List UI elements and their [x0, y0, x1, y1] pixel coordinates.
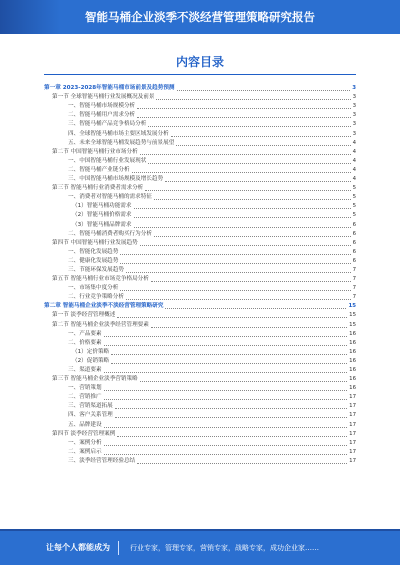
toc-entry[interactable]: [44, 184, 356, 193]
toc-entry[interactable]: [44, 357, 356, 366]
toc-entry[interactable]: [44, 111, 356, 120]
toc-entry-title: 一、中国智能马桶行业发展现状: [68, 157, 147, 164]
toc-entry-page: 6: [352, 248, 356, 255]
toc-entry-page: 3: [352, 94, 356, 101]
toc-leader-dots: [156, 99, 350, 100]
toc-entry-title: 第三节 智能马桶行业消费者需求分析: [52, 185, 144, 192]
toc-entry-title: 三、淡季经营管理经验总结: [68, 457, 136, 464]
toc-entry-page: 5: [352, 185, 356, 192]
table-of-contents: [44, 84, 356, 466]
toc-entry-page: 15: [349, 312, 356, 319]
toc-entry[interactable]: [44, 384, 356, 393]
toc-leader-dots: [104, 445, 348, 446]
toc-entry-page: 16: [349, 367, 356, 373]
toc-entry-page: 3: [352, 85, 356, 92]
toc-entry-page: 7: [352, 276, 356, 283]
toc-entry-page: 15: [349, 321, 356, 328]
toc-entry[interactable]: [44, 102, 356, 111]
toc-leader-dots: [117, 436, 347, 437]
toc-entry[interactable]: [44, 330, 356, 339]
toc-leader-dots: [154, 236, 351, 237]
toc-entry-title: 二、营销推广: [68, 394, 102, 401]
toc-entry-title: 一、智能化发展趋势: [68, 248, 119, 255]
toc-leader-dots: [134, 208, 351, 209]
toc-entry[interactable]: [44, 348, 356, 357]
toc-leader-dots: [137, 117, 350, 118]
toc-entry-title: 三、营销渠道拓展: [68, 403, 113, 410]
toc-leader-dots: [134, 227, 351, 228]
footer-divider: [118, 541, 119, 555]
toc-entry[interactable]: [44, 230, 356, 239]
toc-entry-title: 第一章 2023-2028年智能马桶市场前景及趋势预测: [44, 85, 175, 92]
toc-entry[interactable]: [44, 366, 356, 375]
toc-entry[interactable]: [44, 211, 356, 220]
toc-entry[interactable]: [44, 248, 356, 257]
toc-entry[interactable]: [44, 457, 356, 466]
toc-entry-title: 一、营销策划: [68, 385, 102, 392]
toc-leader-dots: [104, 399, 348, 400]
toc-entry-title: 第一节 全球智能马桶行业发展概况及前景: [52, 94, 155, 101]
toc-entry-page: 7: [352, 294, 356, 301]
toc-entry-title: 二、智能马桶产业链分析: [68, 166, 130, 173]
toc-entry-page: 16: [349, 376, 356, 383]
toc-entry[interactable]: [44, 393, 356, 402]
toc-entry-title: 第四节 中国智能马桶行业发展趋势: [52, 239, 138, 246]
toc-entry-page: 4: [352, 139, 356, 146]
toc-leader-dots: [151, 281, 351, 282]
toc-leader-dots: [140, 381, 347, 382]
toc-leader-dots: [120, 254, 350, 255]
toc-entry[interactable]: [44, 402, 356, 411]
toc-leader-dots: [165, 308, 346, 309]
header-bar: [0, 0, 400, 34]
toc-entry[interactable]: [44, 257, 356, 266]
toc-leader-dots: [177, 90, 351, 91]
toc-entry-page: 7: [352, 266, 356, 273]
toc-entry-title: 二、案例启示: [68, 448, 102, 455]
toc-entry-title: 第三节 智能马桶企业淡季营销策略: [52, 376, 138, 383]
toc-entry-page: 4: [352, 166, 356, 173]
toc-entry[interactable]: [44, 120, 356, 129]
footer-bar: [0, 531, 400, 565]
toc-entry-page: 17: [349, 457, 356, 464]
toc-entry-title: （2）促销策略: [72, 357, 110, 364]
toc-entry[interactable]: [44, 284, 356, 293]
toc-leader-dots: [104, 336, 348, 337]
toc-entry-page: 17: [349, 412, 356, 419]
toc-entry[interactable]: [44, 239, 356, 248]
toc-entry-title: 三、节能环保发展趋势: [68, 266, 124, 273]
toc-entry-page: 4: [352, 157, 356, 164]
toc-entry[interactable]: [44, 266, 356, 275]
toc-entry-title: 一、案例分析: [68, 439, 102, 446]
toc-entry-page: 17: [349, 421, 356, 428]
toc-entry-title: 一、智能马桶市场规模分析: [68, 103, 136, 110]
toc-entry[interactable]: [44, 448, 356, 457]
toc-entry[interactable]: [44, 193, 356, 202]
toc-leader-dots: [104, 454, 348, 455]
toc-entry[interactable]: [44, 420, 356, 429]
toc-entry-title: 第一节 淡季经营管理概述: [52, 312, 116, 319]
toc-leader-dots: [165, 181, 350, 182]
toc-leader-dots: [111, 354, 347, 355]
toc-entry-page: 6: [352, 257, 356, 264]
toc-entry-page: 4: [352, 176, 356, 183]
toc-entry[interactable]: [44, 302, 356, 311]
toc-entry[interactable]: [44, 375, 356, 384]
toc-entry[interactable]: [44, 311, 356, 320]
toc-leader-dots: [148, 163, 350, 164]
toc-entry-page: 16: [349, 339, 356, 346]
toc-leader-dots: [104, 427, 348, 428]
toc-leader-dots: [117, 317, 347, 318]
toc-entry-page: 3: [352, 103, 356, 110]
toc-entry[interactable]: [44, 93, 356, 102]
toc-entry[interactable]: [44, 293, 356, 302]
toc-leader-dots: [171, 136, 351, 137]
toc-entry-title: 四、客户关系管理: [68, 412, 113, 419]
footer-tagline: 行业专家，管理专家，营销专家，战略专家，成功企业家……: [130, 544, 319, 552]
toc-entry[interactable]: [44, 175, 356, 184]
toc-leader-dots: [145, 190, 350, 191]
toc-entry-page: 4: [352, 148, 356, 155]
toc-entry[interactable]: [44, 339, 356, 348]
toc-entry[interactable]: [44, 157, 356, 166]
toc-entry-page: 17: [349, 430, 356, 437]
toc-leader-dots: [126, 299, 351, 300]
toc-entry-page: 6: [352, 239, 356, 246]
toc-leader-dots: [148, 126, 350, 127]
toc-entry-page: 5: [352, 194, 356, 201]
toc-leader-dots: [132, 172, 351, 173]
toc-entry-title: 二、价格要素: [68, 339, 102, 346]
toc-leader-dots: [140, 245, 351, 246]
toc-entry-title: 二、健康化发展趋势: [68, 257, 119, 264]
toc-entry-title: 四、全球智能马桶市场主要区域发展分析: [68, 130, 169, 137]
toc-leader-dots: [126, 272, 351, 273]
toc-entry-page: 7: [352, 285, 356, 292]
toc-entry[interactable]: [44, 439, 356, 448]
toc-entry[interactable]: [44, 84, 356, 93]
toc-entry-page: 16: [349, 357, 356, 364]
toc-entry[interactable]: [44, 220, 356, 229]
toc-entry-page: 17: [349, 448, 356, 455]
toc-entry[interactable]: [44, 148, 356, 157]
toc-leader-dots: [134, 217, 351, 218]
toc-entry-title: 五、品牌建设: [68, 421, 102, 428]
toc-entry-title: （1）定价策略: [72, 348, 110, 355]
toc-entry-title: 三、渠道要素: [68, 367, 102, 373]
toc-leader-dots: [104, 390, 348, 391]
toc-entry[interactable]: [44, 166, 356, 175]
toc-entry-title: 一、市场集中度分析: [68, 285, 119, 292]
toc-entry-title: （3）智能马桶品牌需求: [72, 221, 132, 228]
toc-leader-dots: [120, 290, 350, 291]
toc-entry[interactable]: [44, 202, 356, 211]
toc-entry-title: 第五节 智能马桶行业市场竞争格局分析: [52, 276, 149, 283]
toc-leader-dots: [104, 345, 348, 346]
toc-heading: 内容目录: [175, 55, 224, 69]
toc-entry-page: 17: [349, 394, 356, 401]
toc-entry-page: 5: [352, 203, 356, 210]
toc-entry-title: 一、消费者对智能马桶的需求特征: [68, 194, 152, 201]
toc-leader-dots: [137, 463, 347, 464]
toc-entry-title: 一、产品要素: [68, 330, 102, 337]
toc-entry-page: 17: [349, 403, 356, 410]
toc-leader-dots: [104, 372, 348, 373]
toc-entry-page: 5: [352, 212, 356, 219]
toc-entry-page: 3: [352, 130, 356, 137]
toc-entry-page: 16: [349, 348, 356, 355]
toc-leader-dots: [111, 363, 347, 364]
toc-entry-page: 6: [352, 221, 356, 228]
toc-entry-title: 第二节 中国智能马桶行业市场分析: [52, 148, 138, 155]
toc-entry[interactable]: [44, 320, 356, 329]
toc-entry-title: （2）智能马桶价格需求: [72, 212, 132, 219]
toc-leader-dots: [140, 154, 351, 155]
toc-entry-page: 16: [349, 330, 356, 337]
toc-entry-page: 16: [349, 385, 356, 392]
heading-rule: [44, 74, 356, 75]
toc-entry[interactable]: [44, 139, 356, 148]
toc-entry-page: 6: [352, 230, 356, 237]
toc-leader-dots: [120, 263, 350, 264]
toc-entry-page: 15: [348, 303, 356, 310]
toc-entry-page: 17: [349, 439, 356, 446]
toc-leader-dots: [154, 199, 351, 200]
toc-entry-page: 3: [352, 112, 356, 119]
footer-slogan: 让每个人都能成为: [46, 543, 110, 552]
toc-entry-title: 五、未来全球智能马桶发展趋势与前景展望: [68, 139, 175, 146]
toc-entry-title: 三、智能马桶产品竞争格局分析: [68, 121, 147, 128]
toc-entry-title: 第二节 智能马桶企业淡季经营管理要素: [52, 321, 149, 328]
toc-leader-dots: [115, 408, 347, 409]
toc-entry-title: 二、智能马桶用户需求分析: [68, 112, 136, 119]
toc-leader-dots: [137, 108, 350, 109]
toc-entry[interactable]: [44, 275, 356, 284]
toc-entry-title: （1）智能马桶功能需求: [72, 203, 132, 210]
toc-entry-title: 二、行业竞争策略分析: [68, 294, 124, 301]
toc-entry-title: 三、中国智能马桶市场规模及增长趋势: [68, 176, 164, 183]
report-title: 智能马桶企业淡季不淡经营管理策略研究报告: [85, 10, 315, 24]
toc-leader-dots: [176, 145, 350, 146]
toc-entry[interactable]: [44, 129, 356, 138]
toc-entry-title: 第四节 淡季经营管理案例: [52, 430, 116, 437]
toc-leader-dots: [115, 417, 347, 418]
toc-entry-title: 第二章 智能马桶企业淡季不淡经营管理策略研究: [44, 303, 164, 310]
toc-entry[interactable]: [44, 430, 356, 439]
toc-leader-dots: [151, 327, 347, 328]
toc-entry-title: 二、智能马桶消费者购买行为分析: [68, 230, 152, 237]
toc-entry[interactable]: [44, 411, 356, 420]
toc-entry-page: 3: [352, 121, 356, 128]
